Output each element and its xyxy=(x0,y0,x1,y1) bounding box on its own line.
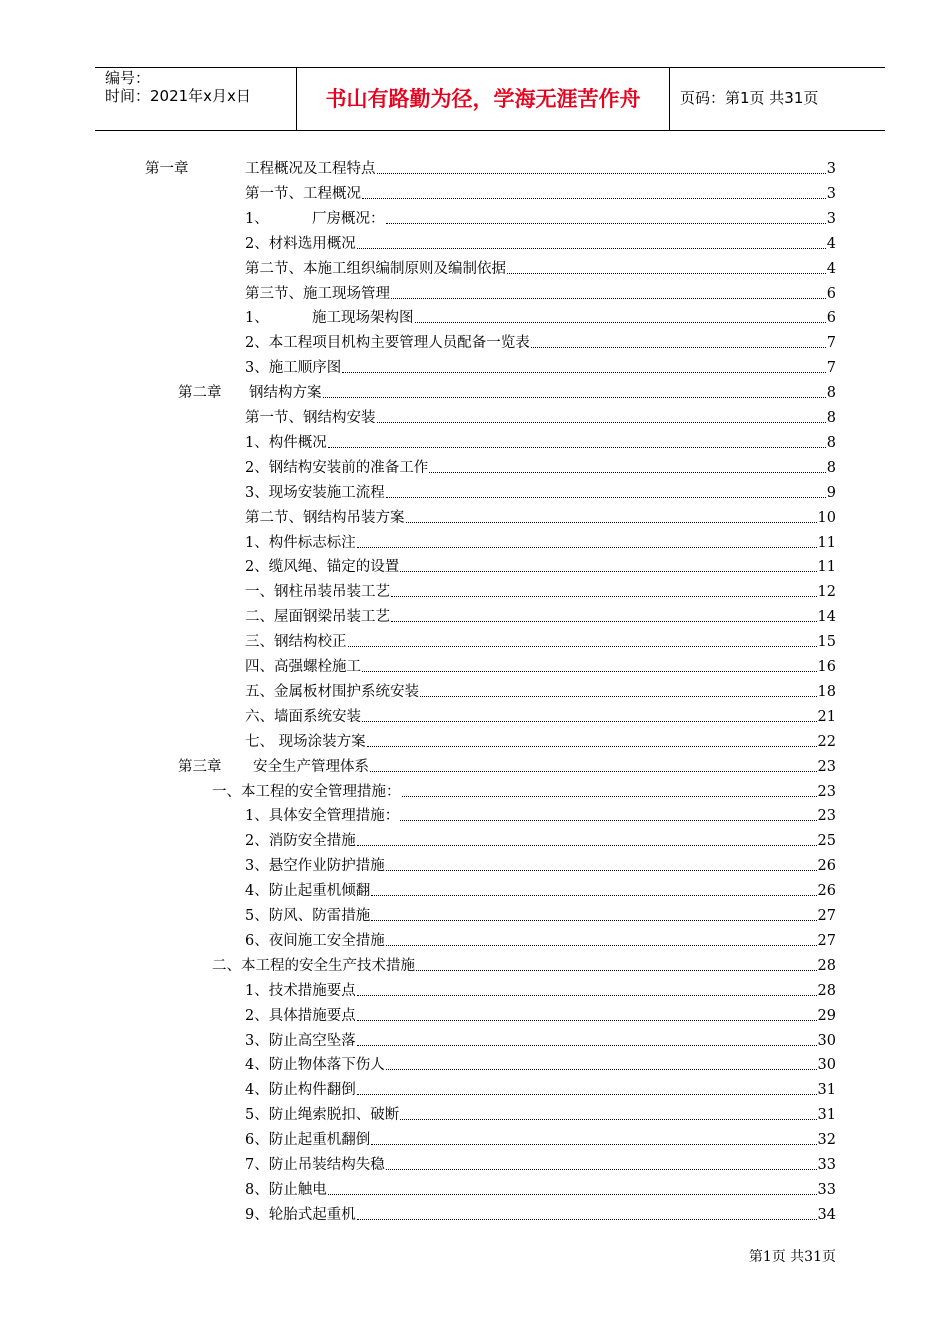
toc-entry[interactable] xyxy=(245,828,836,850)
toc-entry-page: 15 xyxy=(817,634,836,651)
toc-entry-page: 28 xyxy=(817,957,836,974)
toc-entry-page: 6 xyxy=(826,310,836,327)
toc-entry[interactable] xyxy=(245,355,836,377)
toc-dot-leader xyxy=(386,945,817,946)
toc-entry-number: 1、 xyxy=(245,310,269,327)
toc-dot-leader xyxy=(386,870,817,871)
toc-entry-page: 3 xyxy=(826,210,836,227)
toc-entry-title: 一、本工程的安全管理措施： xyxy=(212,783,401,800)
document-number: 编号： xyxy=(105,69,151,87)
toc-entry[interactable] xyxy=(245,1052,836,1074)
toc-dot-leader xyxy=(400,820,816,821)
toc-entry[interactable] xyxy=(245,206,836,228)
toc-entry[interactable] xyxy=(245,1202,836,1224)
toc-entry-page: 31 xyxy=(817,1082,836,1099)
toc-dot-leader xyxy=(357,995,817,996)
toc-dot-leader xyxy=(400,1119,816,1120)
toc-entry-title: 6、防止起重机翻倒 xyxy=(245,1132,371,1149)
toc-dot-leader xyxy=(400,571,816,572)
toc-entry-title: 1、构件概况 xyxy=(245,434,327,451)
toc-dot-leader xyxy=(386,497,826,498)
toc-entry-page: 33 xyxy=(817,1181,836,1198)
toc-entry-page: 11 xyxy=(817,534,836,551)
toc-entry-title: 第二节、钢结构吊装方案 xyxy=(245,509,405,526)
toc-entry[interactable] xyxy=(245,679,836,701)
toc-entry-number: 第一章 xyxy=(145,161,189,177)
toc-entry-title: 第一节、钢结构安装 xyxy=(245,410,376,426)
toc-entry-title: 2、钢结构安装前的准备工作 xyxy=(245,459,429,476)
toc-entry[interactable] xyxy=(245,604,836,626)
toc-entry-page: 21 xyxy=(817,708,836,725)
toc-dot-leader xyxy=(391,596,817,597)
toc-entry-title: 第三节、施工现场管理 xyxy=(245,285,390,302)
toc-entry-title: 第二节、本施工组织编制原则及编制依据 xyxy=(245,260,506,277)
toc-entry-page: 14 xyxy=(817,609,836,626)
toc-entry[interactable] xyxy=(245,704,836,726)
toc-entry[interactable] xyxy=(178,380,836,402)
toc-entry-title: 三、钢结构校正 xyxy=(245,634,347,651)
toc-entry-page: 10 xyxy=(817,509,836,526)
toc-dot-leader xyxy=(406,522,817,523)
toc-dot-leader xyxy=(357,1045,817,1046)
toc-dot-leader xyxy=(328,1194,817,1195)
toc-entry-page: 26 xyxy=(817,858,836,875)
toc-entry[interactable] xyxy=(245,281,836,303)
toc-entry-title: 六、墙面系统安装 xyxy=(245,708,361,725)
toc-entry-page: 23 xyxy=(817,783,836,800)
toc-entry[interactable] xyxy=(245,1102,836,1124)
page-footer: 第1页 共31页 xyxy=(748,1249,836,1265)
toc-entry[interactable] xyxy=(245,305,836,327)
toc-dot-leader xyxy=(391,298,826,299)
toc-entry-title: 3、施工顺序图 xyxy=(245,360,342,377)
toc-entry-number: 第三章 xyxy=(178,758,222,775)
toc-entry-page: 7 xyxy=(826,335,836,352)
toc-dot-leader xyxy=(357,1094,817,1095)
toc-dot-leader xyxy=(386,223,826,224)
toc-entry[interactable] xyxy=(245,256,836,278)
toc-entry-title: 五、金属板材围护系统安装 xyxy=(245,683,419,700)
toc-entry[interactable] xyxy=(212,779,836,801)
toc-entry-title: 4、防止起重机倾翻 xyxy=(245,883,371,900)
toc-entry-title: 四、高强螺栓施工 xyxy=(245,659,361,675)
toc-entry-page: 33 xyxy=(817,1157,836,1173)
toc-dot-leader xyxy=(357,1219,817,1220)
toc-dot-leader xyxy=(357,1020,817,1021)
header-motto-cell xyxy=(297,68,670,130)
toc-dot-leader xyxy=(357,845,817,846)
toc-entry-page: 23 xyxy=(817,808,836,825)
toc-entry-page: 16 xyxy=(817,659,836,675)
toc-dot-leader xyxy=(357,248,826,249)
toc-entry[interactable] xyxy=(245,1028,836,1050)
toc-entry-title: 1、技术措施要点 xyxy=(245,982,356,999)
toc-entry-page: 27 xyxy=(817,908,836,924)
toc-dot-leader xyxy=(386,1069,817,1070)
toc-entry-page: 22 xyxy=(817,733,836,750)
toc-entry[interactable] xyxy=(245,1152,836,1174)
toc-dot-leader xyxy=(328,447,826,448)
toc-entry-title: 厂房概况： xyxy=(312,210,385,227)
toc-entry-page: 29 xyxy=(817,1007,836,1024)
toc-entry[interactable] xyxy=(245,530,836,552)
toc-entry-page: 31 xyxy=(817,1107,836,1124)
toc-entry-title: 二、屋面钢梁吊装工艺 xyxy=(245,609,390,626)
toc-entry-page: 8 xyxy=(826,385,836,402)
toc-entry-page: 6 xyxy=(826,285,836,302)
toc-dot-leader xyxy=(367,746,817,747)
toc-entry-page: 8 xyxy=(826,434,836,451)
header-motto: 书山有路勤为径，学海无涯苦作舟 xyxy=(325,87,641,111)
toc-entry-title: 七、 现场涂装方案 xyxy=(245,733,366,750)
header-page-cell xyxy=(670,68,885,130)
toc-entry[interactable] xyxy=(245,878,836,900)
toc-dot-leader xyxy=(370,771,817,772)
toc-entry-page: 4 xyxy=(826,235,836,252)
toc-entry-title: 2、具体措施要点 xyxy=(245,1007,356,1024)
toc-entry[interactable] xyxy=(178,754,836,776)
toc-entry-title: 8、防止触电 xyxy=(245,1181,327,1198)
toc-dot-leader xyxy=(386,1169,817,1170)
toc-entry-page: 27 xyxy=(817,932,836,949)
toc-entry-title: 4、防止构件翻倒 xyxy=(245,1082,356,1099)
toc-entry-title: 第一节、工程概况 xyxy=(245,185,361,202)
toc-entry-title: 工程概况及工程特点 xyxy=(245,161,376,177)
toc-dot-leader xyxy=(371,1144,816,1145)
toc-dot-leader xyxy=(362,721,817,722)
toc-entry[interactable] xyxy=(245,654,836,676)
toc-entry-page: 8 xyxy=(826,410,836,426)
page-header xyxy=(95,67,885,131)
toc-entry-title: 2、消防安全措施 xyxy=(245,833,356,850)
toc-dot-leader xyxy=(342,372,826,373)
toc-dot-leader xyxy=(371,895,816,896)
toc-dot-leader xyxy=(420,696,817,697)
toc-entry[interactable] xyxy=(245,853,836,875)
toc-entry-page: 28 xyxy=(817,982,836,999)
toc-entry-title: 4、防止物体落下伤人 xyxy=(245,1057,385,1074)
toc-entry-title: 施工现场架构图 xyxy=(312,310,414,327)
toc-entry-title: 1、具体安全管理措施： xyxy=(245,808,400,825)
toc-entry-page: 12 xyxy=(817,584,836,601)
toc-entry-title: 二、本工程的安全生产技术措施 xyxy=(212,957,415,974)
toc-dot-leader xyxy=(323,397,826,398)
toc-entry[interactable] xyxy=(245,554,836,576)
toc-entry[interactable] xyxy=(245,903,836,925)
toc-dot-leader xyxy=(416,970,817,971)
toc-entry-page: 32 xyxy=(817,1132,836,1149)
toc-entry-page: 30 xyxy=(817,1032,836,1049)
toc-entry[interactable] xyxy=(245,1077,836,1099)
toc-dot-leader xyxy=(357,547,817,548)
toc-dot-leader xyxy=(362,671,817,672)
toc-entry[interactable] xyxy=(245,405,836,427)
toc-entry[interactable] xyxy=(245,803,836,825)
toc-entry-page: 18 xyxy=(817,683,836,700)
toc-dot-leader xyxy=(429,472,826,473)
toc-entry[interactable] xyxy=(245,978,836,1000)
toc-entry[interactable] xyxy=(145,156,836,178)
toc-dot-leader xyxy=(402,796,817,797)
toc-entry-page: 3 xyxy=(826,161,836,177)
toc-entry[interactable] xyxy=(245,1127,836,1149)
toc-entry-title: 3、现场安装施工流程 xyxy=(245,484,385,501)
toc-entry-page: 9 xyxy=(826,484,836,501)
toc-entry-title: 1、构件标志标注 xyxy=(245,534,356,551)
toc-entry-page: 11 xyxy=(817,559,836,576)
toc-entry-title: 2、缆风绳、锚定的设置 xyxy=(245,559,400,576)
toc-dot-leader xyxy=(531,347,826,348)
toc-entry-title: 2、本工程项目机构主要管理人员配备一览表 xyxy=(245,335,530,352)
toc-entry[interactable] xyxy=(245,505,836,527)
toc-entry-title: 5、防风、防雷措施 xyxy=(245,908,371,924)
toc-entry-page: 3 xyxy=(826,185,836,202)
toc-entry-title: 3、悬空作业防护措施 xyxy=(245,858,385,875)
toc-entry-number: 1、 xyxy=(245,210,269,227)
header-info-cell xyxy=(95,68,297,130)
toc-entry[interactable] xyxy=(245,729,836,751)
toc-entry[interactable] xyxy=(245,629,836,651)
toc-entry[interactable] xyxy=(245,480,836,502)
toc-dot-leader xyxy=(391,621,817,622)
toc-entry[interactable] xyxy=(245,455,836,477)
toc-dot-leader xyxy=(507,273,826,274)
toc-entry[interactable] xyxy=(212,953,836,975)
toc-entry-page: 26 xyxy=(817,883,836,900)
toc-entry-number: 第二章 xyxy=(178,385,222,402)
toc-entry[interactable] xyxy=(245,330,836,352)
toc-entry[interactable] xyxy=(245,181,836,203)
toc-entry[interactable] xyxy=(245,1177,836,1199)
toc-entry-title: 5、防止绳索脱扣、破断 xyxy=(245,1107,400,1124)
toc-entry-title: 2、材料选用概况 xyxy=(245,235,356,252)
toc-entry-title: 9、轮胎式起重机 xyxy=(245,1206,356,1223)
toc-entry[interactable] xyxy=(245,1003,836,1025)
toc-entry[interactable] xyxy=(245,430,836,452)
toc-entry-page: 7 xyxy=(826,360,836,377)
toc-dot-leader xyxy=(377,173,826,174)
document-time: 时间：2021年x月x日 xyxy=(105,87,251,105)
toc-entry-page: 25 xyxy=(817,833,836,850)
toc-dot-leader xyxy=(371,920,816,921)
toc-dot-leader xyxy=(377,422,826,423)
toc-entry-title: 安全生产管理体系 xyxy=(253,758,369,775)
toc-entry-page: 34 xyxy=(817,1206,836,1223)
toc-dot-leader xyxy=(348,646,817,647)
toc-entry-title: 一、钢柱吊装吊装工艺 xyxy=(245,584,390,601)
toc-entry[interactable] xyxy=(245,928,836,950)
toc-entry[interactable] xyxy=(245,231,836,253)
toc-dot-leader xyxy=(362,198,826,199)
toc-entry-title: 6、夜间施工安全措施 xyxy=(245,932,385,949)
toc-entry-page: 4 xyxy=(826,260,836,277)
toc-entry-title: 3、防止高空坠落 xyxy=(245,1032,356,1049)
toc-entry-title: 7、防止吊装结构失稳 xyxy=(245,1157,385,1173)
toc-entry-page: 8 xyxy=(826,459,836,476)
toc-entry[interactable] xyxy=(245,579,836,601)
toc-dot-leader xyxy=(415,322,826,323)
toc-entry-page: 30 xyxy=(817,1057,836,1074)
toc-entry-page: 23 xyxy=(817,758,836,775)
toc-entry-title: 钢结构方案 xyxy=(249,385,322,402)
header-page-info: 页码：第1页 共31页 xyxy=(680,89,819,107)
